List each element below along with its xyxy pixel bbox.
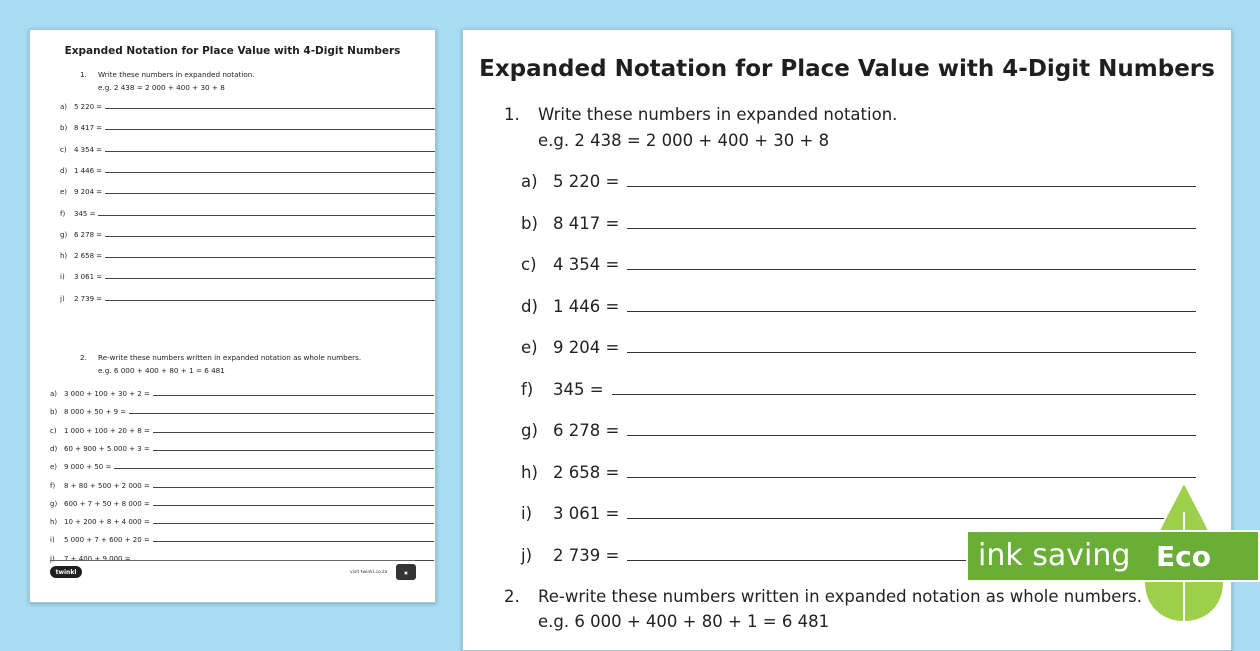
answer-line[interactable]	[627, 228, 1196, 229]
answer-row	[60, 144, 436, 154]
preview-footer-url: visit twinkl.co.za	[350, 570, 388, 575]
answer-line[interactable]	[153, 487, 434, 488]
item-label: j)	[521, 545, 533, 565]
answer-line[interactable]	[105, 300, 436, 301]
preview-q1-prompt: Write these numbers in expanded notation.	[98, 70, 255, 79]
item-label: c)	[521, 255, 537, 274]
answer-line[interactable]	[627, 477, 1196, 478]
preview-title: Expanded Notation for Place Value with 4-Digit Numbers	[64, 45, 401, 57]
answer-line[interactable]	[105, 129, 436, 130]
item-expression: 1 446 =	[74, 166, 103, 175]
item-expression: 2 739 =	[74, 294, 103, 303]
item-label: d)	[50, 444, 58, 453]
answer-row	[50, 534, 434, 544]
q2-number: 2.	[504, 587, 520, 606]
answer-line[interactable]	[153, 541, 434, 542]
item-expression: 7 + 400 + 9 000 =	[64, 554, 131, 563]
answer-row	[60, 229, 436, 239]
item-label: c)	[60, 145, 67, 154]
ink-saving-eco-badge	[966, 482, 1260, 630]
q2-prompt: Re-write these numbers written in expanded notation as whole numbers.	[538, 587, 1143, 606]
answer-row	[521, 333, 1196, 357]
answer-line[interactable]	[114, 468, 434, 469]
item-expression: 1 446 =	[553, 296, 620, 316]
item-expression: 8 417 =	[553, 213, 620, 233]
answer-line[interactable]	[627, 269, 1196, 270]
answer-row	[60, 271, 436, 281]
answer-line[interactable]	[153, 505, 434, 506]
answer-row	[50, 406, 434, 416]
twinkl-logo: twinkl	[50, 566, 82, 578]
answer-row	[521, 458, 1196, 482]
item-expression: 6 278 =	[74, 230, 103, 239]
item-expression: 8 000 + 50 + 9 =	[64, 408, 127, 417]
item-expression: 60 + 900 + 5 000 + 3 =	[64, 444, 150, 453]
answer-line[interactable]	[627, 352, 1196, 353]
item-label: d)	[521, 296, 538, 316]
eco-label: Eco	[1156, 540, 1211, 573]
answer-line[interactable]	[105, 193, 436, 194]
answer-row	[50, 480, 434, 490]
item-label: e)	[50, 463, 58, 472]
answer-row	[60, 186, 436, 196]
item-expression: 3 000 + 100 + 30 + 2 =	[64, 390, 150, 398]
item-label: j)	[60, 294, 65, 303]
answer-line[interactable]	[105, 108, 436, 109]
item-expression: 9 000 + 50 =	[64, 463, 112, 472]
answer-row	[50, 461, 434, 471]
answer-line[interactable]	[105, 278, 436, 279]
item-expression: 5 220 =	[553, 172, 620, 191]
preview-footer-badge-icon: ▣	[396, 564, 416, 580]
answer-row	[60, 122, 436, 132]
answer-row	[521, 209, 1196, 233]
answer-row	[521, 250, 1196, 274]
item-expression: 5 220 =	[74, 103, 103, 111]
answer-line[interactable]	[153, 450, 434, 451]
item-label: i)	[521, 504, 533, 523]
item-expression: 8 + 80 + 500 + 2 000 =	[64, 481, 150, 490]
item-label: h)	[50, 518, 58, 527]
item-label: f)	[60, 209, 66, 218]
item-expression: 4 354 =	[553, 255, 620, 274]
answer-row	[521, 167, 1196, 191]
answer-row	[60, 101, 436, 111]
item-label: j)	[50, 554, 55, 563]
item-expression: 345 =	[74, 209, 96, 218]
item-label: f)	[521, 379, 534, 399]
item-expression: 5 000 + 7 + 600 + 20 =	[64, 536, 150, 545]
item-label: e)	[60, 188, 68, 197]
item-expression: 9 204 =	[74, 188, 103, 197]
ink-saving-label: ink saving	[978, 538, 1131, 573]
item-expression: 9 204 =	[553, 338, 620, 357]
item-expression: 2 658 =	[553, 462, 620, 482]
answer-row	[60, 208, 436, 218]
answer-row	[521, 292, 1196, 316]
item-label: a)	[50, 390, 58, 398]
answer-line[interactable]	[98, 215, 436, 216]
item-label: h)	[60, 252, 68, 261]
worksheet-title: Expanded Notation for Place Value with 4-Digit Numbers	[479, 56, 1215, 82]
answer-line[interactable]	[105, 151, 436, 152]
item-label: g)	[521, 421, 538, 440]
item-label: c)	[50, 426, 57, 435]
preview-q2-number: 2.	[80, 353, 87, 362]
preview-q1-number: 1.	[80, 70, 87, 79]
item-expression: 4 354 =	[74, 145, 103, 154]
answer-row	[50, 425, 434, 435]
answer-line[interactable]	[105, 172, 436, 173]
answer-line[interactable]	[105, 236, 436, 237]
item-expression: 1 000 + 100 + 20 + 8 =	[64, 426, 150, 435]
item-label: b)	[60, 124, 68, 133]
item-label: i)	[60, 273, 65, 282]
item-expression: 2 658 =	[74, 252, 103, 261]
answer-line[interactable]	[129, 413, 434, 414]
answer-line[interactable]	[153, 395, 434, 396]
item-expression: 3 061 =	[553, 504, 620, 523]
answer-line[interactable]	[153, 523, 434, 524]
q2-example: e.g. 6 000 + 400 + 80 + 1 = 6 481	[538, 612, 830, 631]
answer-row	[50, 443, 434, 453]
item-expression: 6 278 =	[553, 421, 620, 440]
worksheet-preview-thumbnail[interactable]	[29, 29, 436, 603]
answer-row	[521, 416, 1196, 440]
preview-q1-example: e.g. 2 438 = 2 000 + 400 + 30 + 8	[98, 83, 225, 92]
item-label: g)	[60, 230, 68, 239]
answer-row	[50, 498, 434, 508]
item-label: g)	[50, 499, 58, 508]
preview-q2-example: e.g. 6 000 + 400 + 80 + 1 = 6 481	[98, 366, 225, 375]
answer-row	[521, 375, 1196, 399]
item-expression: 345 =	[553, 379, 604, 399]
item-label: i)	[50, 536, 55, 545]
item-label: d)	[60, 166, 68, 175]
answer-row	[60, 293, 436, 303]
item-label: h)	[521, 462, 538, 482]
item-expression: 3 061 =	[74, 273, 103, 282]
item-expression: 600 + 7 + 50 + 8 000 =	[64, 499, 150, 508]
q1-prompt: Write these numbers in expanded notation.	[538, 105, 898, 124]
q1-number: 1.	[504, 105, 520, 124]
item-label: e)	[521, 338, 538, 357]
item-label: b)	[521, 213, 538, 233]
answer-row	[50, 553, 434, 563]
preview-footer-divider	[50, 560, 415, 561]
preview-q2-prompt: Re-write these numbers written in expanded notation as whole numbers.	[98, 353, 362, 362]
answer-line[interactable]	[627, 435, 1196, 436]
answer-line[interactable]	[105, 257, 436, 258]
answer-line[interactable]	[627, 186, 1196, 187]
answer-row	[60, 165, 436, 175]
item-expression: 2 739 =	[553, 545, 620, 565]
item-expression: 10 + 200 + 8 + 4 000 =	[64, 518, 150, 527]
q1-example: e.g. 2 438 = 2 000 + 400 + 30 + 8	[538, 131, 830, 150]
answer-row	[50, 388, 434, 398]
item-label: b)	[50, 408, 58, 417]
answer-line[interactable]	[612, 394, 1196, 395]
answer-row	[50, 516, 434, 526]
item-label: f)	[50, 481, 56, 490]
item-label: a)	[60, 103, 68, 111]
answer-line[interactable]	[153, 432, 434, 433]
answer-line[interactable]	[627, 311, 1196, 312]
answer-row	[60, 250, 436, 260]
item-expression: 8 417 =	[74, 124, 103, 133]
item-label: a)	[521, 172, 538, 191]
